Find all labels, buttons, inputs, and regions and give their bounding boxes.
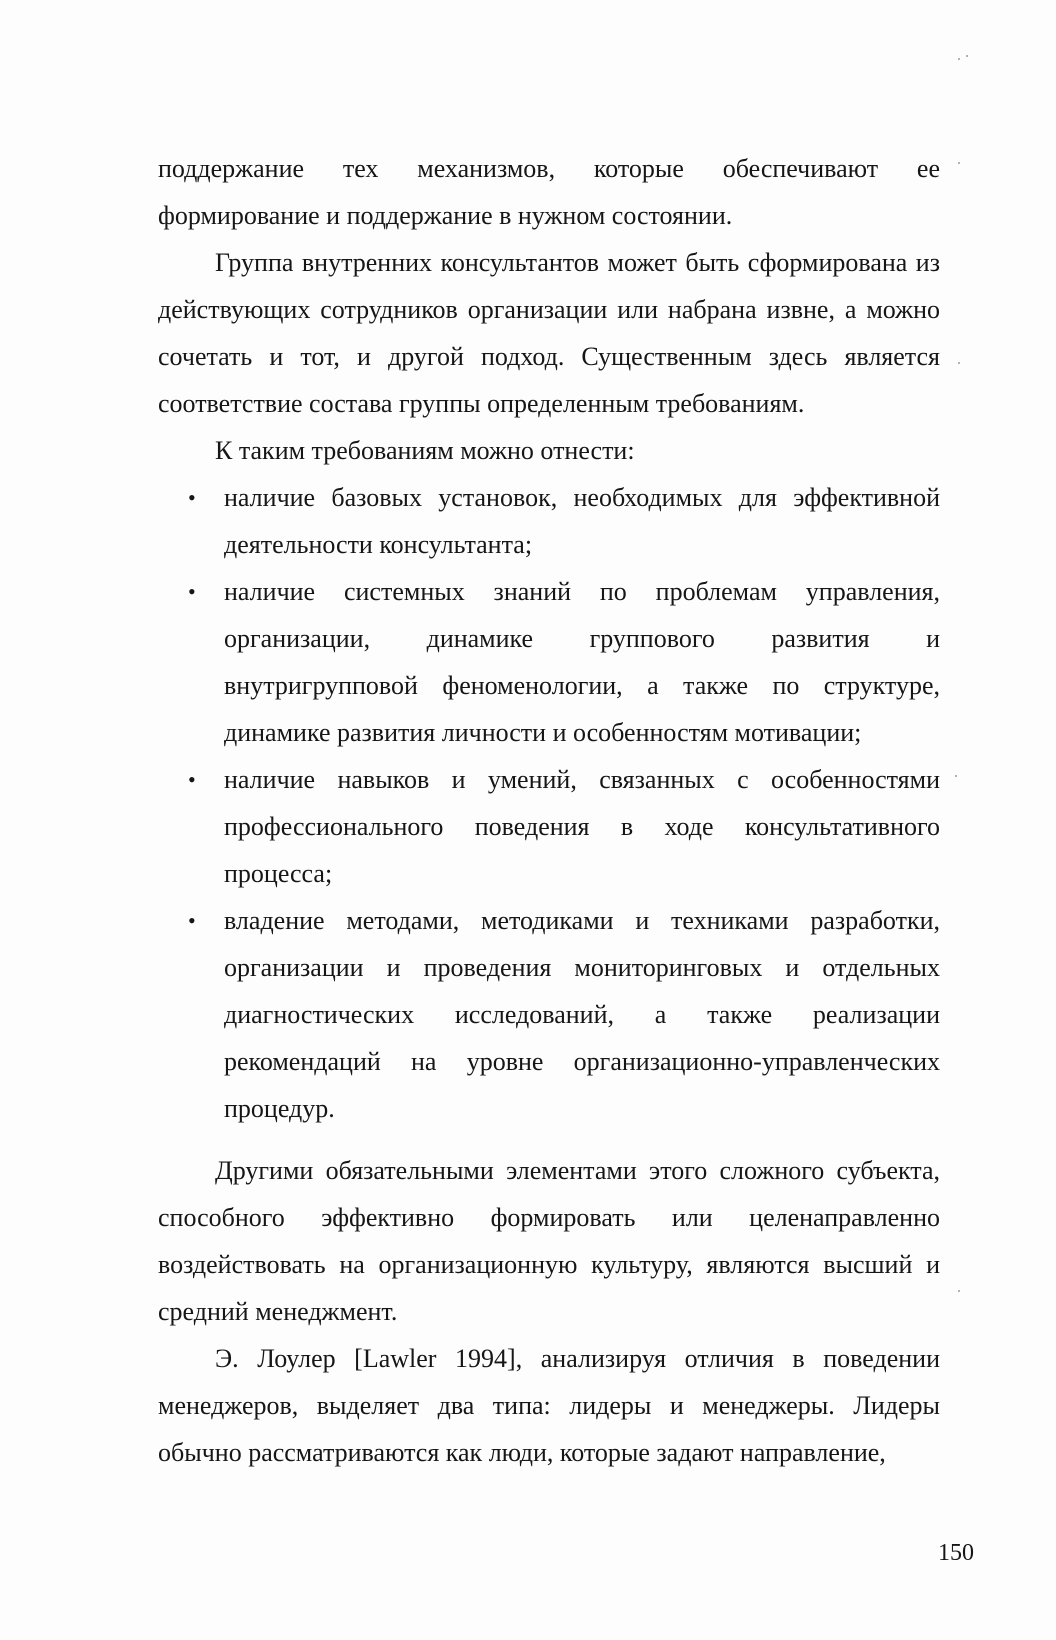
text-block-bottom <box>158 1147 940 1476</box>
list-item-text: наличие системных знаний по проблемам управления, организации, динамике группового развития и внутригрупповой феноменологии, а также по структуре, динамике развития личности и особенностям мотивации; <box>224 577 940 747</box>
scan-speck <box>958 1290 960 1292</box>
text-block-top <box>158 145 940 1132</box>
scan-speck <box>958 362 960 364</box>
requirements-list <box>158 474 940 1132</box>
list-item <box>158 568 940 756</box>
list-item-text: владение методами, методиками и техниками разработки, организации и проведения мониторинговых и отдельных диагностических исследований, а также реализации рекомендаций на уровне организационно-управленческих процедур. <box>224 906 940 1123</box>
paragraph-requirements-intro: К таким требованиям можно отнести: <box>215 436 635 465</box>
scan-speck <box>958 162 960 164</box>
paragraph-continuation: поддержание тех механизмов, которые обеспечивают ее формирование и поддержание в нужном состоянии. <box>158 154 940 230</box>
scan-speck <box>955 775 957 777</box>
bullet-icon: • <box>188 579 196 604</box>
scan-speck <box>966 55 968 57</box>
bullet-icon: • <box>188 485 196 510</box>
paragraph-consultant-group: Группа внутренних консультантов может быть сформирована из действующих сотрудников организации или набрана извне, а можно сочетать и тот, и другой подход. Существенным здесь является соответствие состава группы определенным требованиям. <box>158 248 940 418</box>
scan-speck <box>958 58 960 60</box>
paragraph-management: Другими обязательными элементами этого сложного субъекта, способного эффективно формировать или целенаправленно воздействовать на организационную культуру, являются высший и средний менеджмент. <box>158 1156 940 1326</box>
paragraph-lawler: Э. Лоулер [Lawler 1994], анализируя отличия в поведении менеджеров, выделяет два типа: лидеры и менеджеры. Лидеры обычно рассматриваются как люди, которые задают направление, <box>158 1344 940 1467</box>
list-item-text: наличие навыков и умений, связанных с особенностями профессионального поведения в ходе консультативного процесса; <box>224 765 940 888</box>
bullet-icon: • <box>188 767 196 792</box>
list-item-text: наличие базовых установок, необходимых для эффективной деятельности консультанта; <box>224 483 940 559</box>
bullet-icon: • <box>188 908 196 933</box>
list-item <box>158 756 940 897</box>
list-item <box>158 897 940 1132</box>
list-item <box>158 474 940 568</box>
page-number: 150 <box>938 1540 974 1566</box>
